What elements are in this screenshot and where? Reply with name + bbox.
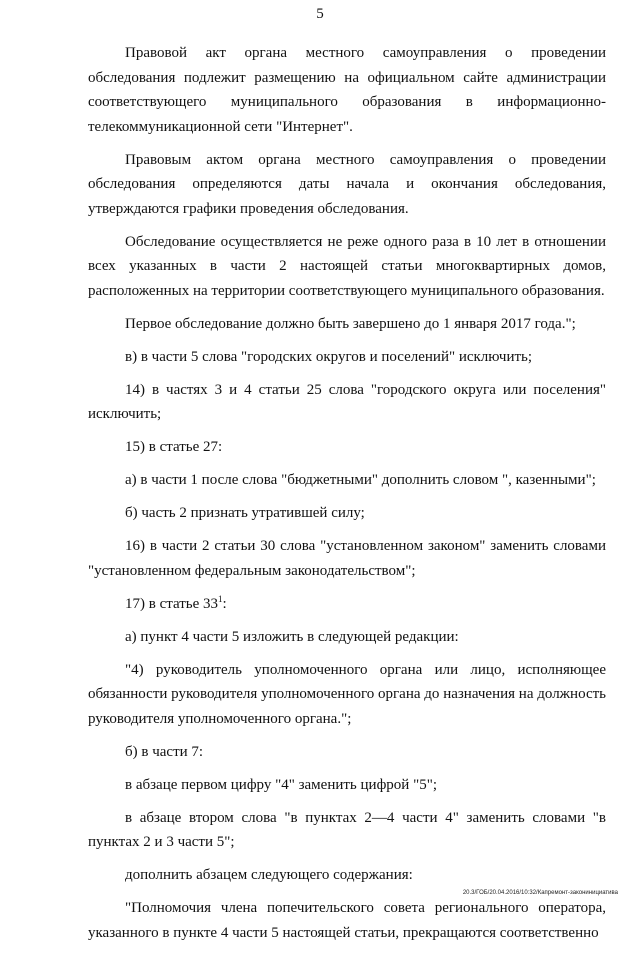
paragraph-13: "4) руководитель уполномоченного органа или лицо, исполняющее обязанности руководителя уполномоченного органа до назначения на должность руководителя уполномоченного органа."; xyxy=(88,661,606,727)
paragraph-17: дополнить абзацем следующего содержания: xyxy=(125,867,413,883)
page-number: 5 xyxy=(316,6,324,22)
paragraph-9: б) часть 2 признать утратившей силу; xyxy=(125,505,365,521)
paragraph-14: б) в части 7: xyxy=(125,743,204,760)
paragraph-4: Первое обследование должно быть завершено до 1 января 2017 года."; xyxy=(125,315,576,332)
paragraph-5: в) в части 5 слова "городских округов и поселений" исключить; xyxy=(125,348,533,365)
article-33-heading: 17) в статье 33 xyxy=(125,595,219,612)
paragraph-1: Правовой акт органа местного самоуправления о проведении обследования подлежит размещению на официальном сайте администрации соответствующего муниципального образования в информационно-телекоммуникационной сети "Интернет". xyxy=(88,45,606,135)
paragraph-16: в абзаце втором слова "в пунктах 2—4 части 4" заменить словами "в пунктах 2 и 3 части 5"; xyxy=(88,809,606,850)
paragraph-11 xyxy=(88,592,606,617)
footer-file-stamp: 20.3/ГОБ/20.04.2016/10:32/Капремонт-законинициатива xyxy=(462,890,618,896)
article-33-superscript: 1 xyxy=(218,593,223,604)
paragraph-18: "Полномочия члена попечительского совета регионального оператора, указанного в пункте 4 части 5 настоящей статьи, прекращаются соответственно xyxy=(88,900,606,941)
paragraph-15: в абзаце первом цифру "4" заменить цифрой "5"; xyxy=(125,776,437,793)
document-body xyxy=(88,41,606,954)
article-33-colon: : xyxy=(222,595,227,612)
paragraph-2: Правовым актом органа местного самоуправления о проведении обследования определяются даты начала и окончания обследования, утверждаются графики проведения обследования. xyxy=(88,151,606,217)
paragraph-12: а) пункт 4 части 5 изложить в следующей редакции: xyxy=(125,628,459,645)
paragraph-10: 16) в части 2 статьи 30 слова "установленном законом" заменить словами "установленном федеральным законодательством"; xyxy=(88,538,606,579)
paragraph-7: 15) в статье 27: xyxy=(125,439,223,455)
paragraph-8: а) в части 1 после слова "бюджетными" дополнить словом ", казенными"; xyxy=(125,472,596,488)
paragraph-3: Обследование осуществляется не реже одного раза в 10 лет в отношении всех указанных в части 2 настоящей статьи многоквартирных домов, расположенных на территории соответствующего муниципального образования. xyxy=(88,233,606,299)
paragraph-6: 14) в частях 3 и 4 статьи 25 слова "городского округа или поселения" исключить; xyxy=(88,381,606,422)
